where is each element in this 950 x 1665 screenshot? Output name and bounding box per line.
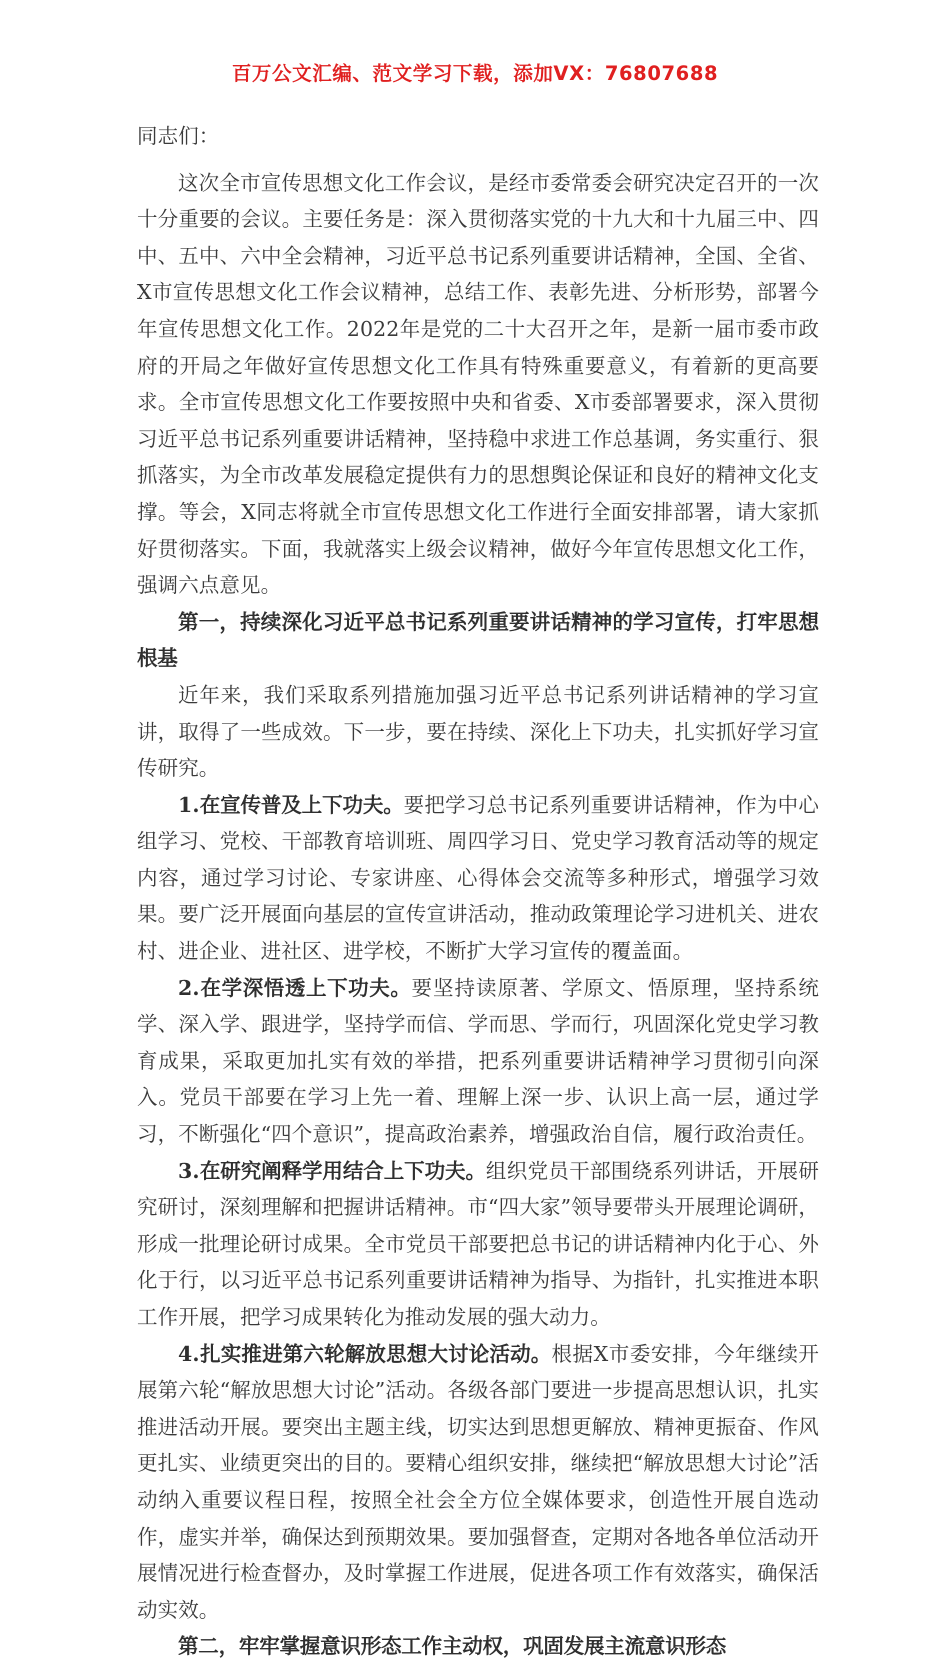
document-body — [137, 118, 819, 1665]
item-number: 3. — [178, 1158, 200, 1183]
item-title: 在学深悟透上下功夫。 — [199, 975, 412, 1000]
section-heading-1: 第一，持续深化习近平总书记系列重要讲话精神的学习宣传，打牢思想根基 — [137, 609, 819, 671]
list-item — [137, 787, 819, 970]
item-title: 扎实推进第六轮解放思想大讨论活动。 — [199, 1341, 552, 1366]
item-body: 要把学习总书记系列重要讲话精神，作为中心组学习、党校、干部教育培训班、周四学习日、党史学习教育活动等的规定内容，通过学习讨论、专家讲座、心得体会交流等多种形式，增强学习效果。要广泛开展面向基层的宣传宣讲活动，推动政策理论学习进机关、进农村、进企业、进社区、进学校，不断扩大学习宣传的覆盖面。 — [137, 792, 820, 964]
item-body: 组织党员干部围绕系列讲话，开展研究研讨，深刻理解和把握讲话精神。市“四大家”领导要带头开展理论调研，形成一批理论研讨成果。全市党员干部要把总书记的讲话精神内化于心、外化于行，以习近平总书记系列重要讲话精神为指导、为指针，扎实推进本职工作开展，把学习成果转化为推动发展的强大动力。 — [137, 1158, 819, 1329]
item-number: 2. — [178, 975, 200, 1000]
item-number: 4. — [178, 1341, 200, 1366]
list-item — [137, 970, 819, 1153]
paragraph-intro: 这次全市宣传思想文化工作会议，是经市委常委会研究决定召开的一次十分重要的会议。主要任务是：深入贯彻落实党的十九大和十九届三中、四中、五中、六中全会精神，习近平总书记系列重要讲话精神，全国、全省、X市宣传思想文化工作会议精神，总结工作、表彰先进、分析形势，部署今年宣传思想文化工作。2022年是党的二十大召开之年，是新一届市委市政府的开局之年做好宣传思想文化工作具有特殊重要意义，有着新的更高要求。全市宣传思想文化工作要按照中央和省委、X市委部署要求，深入贯彻习近平总书记系列重要讲话精神，坚持稳中求进工作总基调，务实重行、狠抓落实，为全市改革发展稳定提供有力的思想舆论保证和良好的精神文化支撑。等会，X同志将就全市宣传思想文化工作进行全面安排部署，请大家抓好贯彻落实。下面，我就落实上级会议精神，做好今年宣传思想文化工作，强调六点意见。 — [137, 170, 819, 598]
item-body: 根据X市委安排，今年继续开展第六轮“解放思想大讨论”活动。各级各部门要进一步提高思想认识，扎实推进活动开展。要突出主题主线，切实达到思想更解放、精神更振奋、作风更扎实、业绩更突出的目的。要精心组织安排，继续把“解放思想大讨论”活动纳入重要议程日程，按照全社会全方位全媒体要求，创造性开展自选动作，虚实并举，确保达到预期效果。要加强督查，定期对各地各单位活动开展情况进行检查督办，及时掌握工作进展，促进各项工作有效落实，确保活动实效。 — [137, 1341, 819, 1622]
section-1-intro-paragraph: 近年来，我们采取系列措施加强习近平总书记系列讲话精神的学习宣讲，取得了一些成效。下一步，要在持续、深化上下功夫，扎实抓好学习宣传研究。 — [137, 682, 819, 781]
section-heading-2: 第二，牢牢掌握意识形态工作主动权，巩固发展主流意识形态 — [178, 1634, 727, 1659]
item-title: 在宣传普及上下功夫。 — [199, 792, 404, 817]
item-title: 在研究阐释学用结合上下功夫。 — [199, 1158, 486, 1183]
promo-banner-text: 百万公文汇编、范文学习下载，添加VX：76807688 — [231, 62, 719, 85]
list-item — [137, 1153, 819, 1336]
item-number: 1. — [178, 792, 200, 817]
list-item — [137, 1336, 819, 1629]
item-body: 要坚持读原著、学原文、悟原理，坚持系统学、深入学、跟进学，坚持学而信、学而思、学而行，巩固深化党史学习教育成果，采取更加扎实有效的举措，把系列重要讲话精神学习贯彻引向深入。党员干部要在学习上先一着、理解上深一步、认识上高一层，通过学习，不断强化“四个意识”，提高政治素养，增强政治自信，履行政治责任。 — [137, 975, 819, 1147]
salutation: 同志们： — [137, 124, 220, 148]
